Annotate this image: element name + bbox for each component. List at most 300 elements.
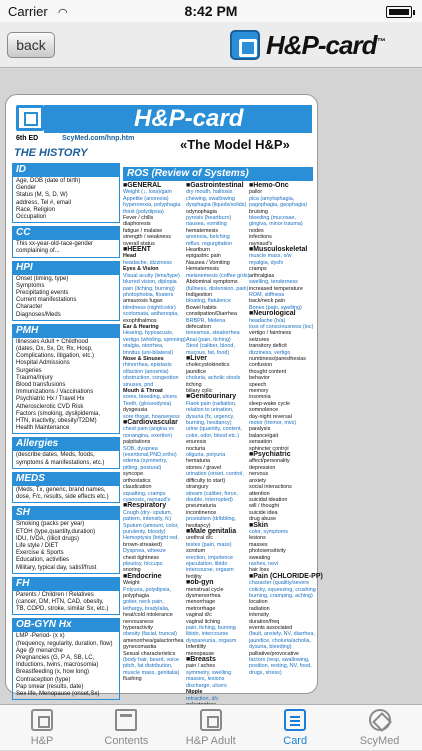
ros-line: urine (quantity, content,: [186, 426, 242, 433]
card-url: ScyMed.com/hnp.htm: [62, 135, 135, 142]
ros-line: burning, cramping, aching): [249, 593, 313, 599]
ros-line: Hematemesis: [186, 266, 219, 273]
ros-line: sensation: [249, 439, 273, 446]
ros-line: fatigue / malaise: [123, 227, 163, 234]
history-line: Parents / Children / Relatives: [16, 591, 94, 598]
navigation-bar: [0, 22, 422, 68]
ros-line: scotomata, asthenopia,: [123, 311, 179, 318]
ros-line: intercourse, orgasm: [186, 567, 234, 574]
ros-line: retraction, d/c: [186, 695, 219, 702]
ros-line: urination (onset, control,: [186, 471, 244, 478]
ros-line: masses: [249, 541, 268, 548]
ros-line: suicidal ideation: [249, 496, 288, 503]
ros-line: cyanosis, raynaud's: [123, 496, 171, 503]
ros-line: anxiety: [249, 477, 267, 484]
scymed-logo-icon: [369, 709, 391, 731]
ros-section-heading: ■Gastrointestinal: [186, 182, 244, 189]
ros-line: events associated: [249, 625, 293, 632]
ros-line: hematemesis: [186, 227, 219, 234]
ros-line: burning, hesitancy): [186, 420, 232, 427]
ros-line: Abdominal symptoms: [186, 279, 238, 286]
ros-column: [249, 182, 323, 715]
tab-label: H&P Adult: [185, 735, 236, 747]
tab-h-p[interactable]: [0, 705, 84, 751]
ros-subheading: Nipple: [186, 689, 203, 696]
history-line: (frequency, regularity, duration, flow): [16, 640, 113, 647]
ros-line: back/neck pain: [249, 298, 285, 305]
ros-line: factors (resp, swallowing,: [249, 657, 310, 664]
ros-column: [123, 183, 186, 715]
history-line: Symptoms: [16, 282, 45, 289]
ros-line: Teeth, (glossodynia): [123, 400, 172, 407]
history-line: Age @ menarche: [16, 647, 63, 654]
ros-line: SOB, dyspnea: [123, 445, 158, 452]
history-line: Blood transfusions: [16, 382, 66, 389]
card-viewer[interactable]: [0, 69, 422, 704]
history-line: Breastfeeding (x, how long): [16, 669, 90, 676]
ros-line: Bones (pain, swelling): [249, 304, 302, 311]
ros-line: double, interrupted): [186, 496, 233, 503]
ros-section-heading: ■Cardiovascular: [123, 419, 178, 427]
ros-line: Heartburn: [186, 247, 210, 254]
ros-line: Anal (pain, itching): [186, 336, 231, 343]
tab-h-p-adult[interactable]: [169, 705, 253, 751]
history-line: Illnesses Adult + Childhood: [16, 338, 89, 345]
ros-line: will / thought: [249, 503, 279, 510]
status-bar: [0, 0, 422, 22]
ros-line: otalgia, otorrhea,: [123, 343, 164, 350]
ros-section-heading: ■Neurological: [249, 310, 296, 318]
ros-line: Appetite (anorexia): [123, 195, 169, 202]
tab-card[interactable]: [253, 705, 337, 751]
card-edition: 6th ED: [16, 135, 39, 142]
history-line: Military, typical day, satisf/frust: [16, 564, 97, 571]
ros-line: chest pain (angina vs: [123, 426, 174, 433]
hp-adult-icon: [200, 709, 222, 731]
ros-line: gynecomastia: [123, 644, 157, 651]
history-section-title: Allergies: [12, 437, 120, 451]
history-line: Sex life, Menopause (onset,Sx): [16, 690, 100, 697]
ros-line: lesions: [249, 535, 266, 542]
history-line: Current manifestations: [16, 297, 77, 304]
ros-line: transitory deficit: [249, 343, 287, 350]
ros-line: Sputum (amount, color,: [123, 522, 179, 529]
ros-line: Sexual characteristics: [123, 650, 176, 657]
history-line: Age, DOB (date of birth): [16, 178, 81, 184]
ros-line: exophthalmos: [123, 317, 157, 324]
history-line: LMP -Period- (x x): [16, 633, 65, 640]
ros-line: stones / gravel: [186, 464, 222, 471]
ros-line: balance/gait: [249, 432, 279, 439]
history-line: ETOH (type,quantity,duration): [16, 528, 96, 535]
ros-line: reflux, regurgitation: [186, 240, 233, 247]
ros-line: motor (tremor, mvs): [249, 420, 297, 427]
clock: 8:42 PM: [184, 3, 238, 19]
ros-line: tenesmus, steatorrhea: [186, 330, 240, 337]
ros-line: pneumaturia: [186, 503, 216, 510]
ros-line: edema (symmetry,: [123, 458, 168, 465]
ros-line: palliative/provocative: [249, 650, 300, 657]
ros-line: metrorrhage: [186, 605, 216, 612]
ros-line: confusion: [249, 362, 273, 369]
ros-section-heading: ■HEENT: [123, 246, 151, 254]
ros-line: pica (amylophagia,: [249, 195, 295, 202]
ros-line: photophobia, floaters: [123, 291, 174, 298]
ros-line: gingiva, minor trauma): [249, 221, 303, 228]
ros-line: Stool (caliber, blood,: [186, 343, 235, 350]
ros-line: Hemoptysis (bright red,: [123, 535, 179, 542]
history-section-title: CC: [12, 226, 120, 240]
ros-line: ROM, stiffness: [249, 291, 285, 298]
ros-line: attention: [249, 490, 270, 497]
ros-subheading: Mouth & Throat: [123, 388, 163, 394]
ros-line: dysgeusia: [123, 407, 148, 414]
history-line: complaining of...: [16, 248, 60, 255]
ros-line: urethral d/c: [186, 535, 213, 542]
ros-column: [186, 183, 249, 715]
ros-line: blindness (night/color): [123, 304, 176, 311]
history-column: [12, 163, 120, 697]
ros-line: bloating, flatulence: [186, 298, 231, 305]
history-line: Smoking (packs per year): [16, 521, 85, 528]
ros-line: dyspareunia, orgasm: [186, 637, 237, 644]
ros-line: vertigo / faintness: [249, 330, 292, 337]
history-line: Diagnoses/Meds: [16, 311, 61, 318]
ros-line: nervousness: [123, 618, 154, 625]
history-section-title: HPI: [12, 261, 120, 275]
ros-line: (fullness, distension, pain): [186, 285, 249, 292]
ros-line: duration/freq: [249, 618, 280, 625]
ros-line: anorexia, belching: [186, 234, 230, 241]
ros-line: Flank pain (radiation,: [186, 400, 237, 407]
ros-line: Indigestion: [186, 291, 213, 298]
carrier-label: Carrier: [8, 4, 48, 19]
ros-line: rhinorrhea, epistaxis: [123, 362, 172, 369]
ros-line: pyrosis (heartburn): [186, 215, 232, 222]
ros-line: choluria, acholic stools: [186, 375, 241, 382]
ros-line: sweating: [249, 554, 271, 561]
history-line: Atherosclerotic CVD Risk: [16, 403, 84, 410]
ros-line: vertigo (whirling, spinning): [123, 336, 186, 343]
ros-line: hematuria: [186, 458, 210, 465]
ros-section-heading: ■Skin: [249, 521, 269, 529]
history-section-title: OB-GYN Hx: [12, 618, 120, 632]
history-section-title: MEDS: [12, 472, 120, 486]
ros-line: melanemesis (coffee grds): [186, 272, 250, 279]
ros-line: memory: [249, 388, 269, 394]
ros-line: libido, intercourse: [186, 631, 229, 638]
history-line: (Meds, Tx, generic, brand names,: [16, 486, 106, 493]
ros-section-heading: ■Genitourinary: [186, 393, 237, 401]
ros-line: intensity: [249, 612, 269, 619]
history-line: Contraception (type): [16, 676, 71, 683]
ros-line: discharge, ulcers: [186, 682, 227, 689]
ros-line: olfaction (anosmia): [123, 368, 169, 375]
ros-line: pattern, intensity, fc): [123, 516, 172, 523]
tab-bar: [0, 704, 422, 750]
ros-line: suicide idea: [249, 509, 278, 516]
ros-line: enuresis: [186, 439, 207, 446]
history-line: Psychiatric Hx / Travel Hx: [16, 396, 85, 403]
history-section-title: ID: [12, 163, 120, 177]
history-section-body: [12, 591, 120, 616]
ros-line: Weight (↓, loss)/gain: [123, 189, 172, 196]
card-brand: H&P-card: [44, 105, 312, 133]
ros-line: brown-streaked): [123, 541, 162, 548]
history-section-body: [12, 486, 120, 503]
ros-line: headache, dizziness: [123, 259, 172, 266]
ros-section-heading: ■Breasts: [186, 656, 216, 664]
ros-line: diaphoresis: [123, 221, 151, 228]
ros-line: (body hair, beard, voice: [123, 657, 180, 664]
history-section-body: [12, 240, 120, 257]
card-logo-icon: [16, 105, 44, 131]
document-icon: [115, 709, 137, 731]
tab-label: Contents: [104, 735, 149, 747]
ros-line: difficulty to start): [186, 477, 226, 484]
ros-line: color, odor, blood etc.): [186, 432, 240, 439]
ros-line: scrotum: [186, 548, 206, 555]
ros-line: syncope: [123, 471, 144, 478]
ros-line: testes (pain, mass): [186, 541, 232, 548]
ros-line: biliary colic: [186, 388, 213, 394]
ros-line: dizziness, vertigo: [249, 349, 291, 356]
ros-subheading: Ear & Hearing: [123, 323, 159, 330]
ros-line: dysuria (fx, urgency,: [186, 413, 235, 420]
ros-line: Bowel habits: [186, 304, 217, 311]
ros-line: claudication: [123, 484, 152, 491]
history-line: Life style / DIET: [16, 542, 59, 549]
ros-line: raynaud's: [249, 240, 273, 247]
ros-line: amenorrhea/galactorrhea: [123, 637, 184, 644]
ros-line: incontinence: [186, 509, 217, 516]
ros-line: oliguria, polyuria: [186, 452, 226, 459]
ros-line: hyperactivity: [123, 625, 153, 632]
ros-line: behavior: [249, 375, 270, 382]
ros-line: constipation/Diarrhea: [186, 311, 237, 318]
ros-line: cramps: [249, 266, 267, 273]
ros-line: lethargy, bradylalia,: [123, 605, 170, 612]
history-line: Trauma/Injury: [16, 374, 53, 381]
ros-columns: [123, 182, 323, 715]
tab-label: H&P: [30, 735, 54, 747]
history-line: This xx-year-old-race-gender: [16, 241, 94, 248]
ros-line: Hearing, hypoacusis,: [123, 330, 174, 337]
history-line: IDU, IVDA, (illicit drugs): [16, 535, 80, 542]
ros-line: location: [249, 599, 268, 606]
ros-line: prostatism (dribbling,: [186, 516, 237, 523]
ros-heading: ROS (Review of Systems): [123, 167, 313, 181]
ros-line: dysphagia (liquids/solids): [186, 202, 247, 209]
history-line: Immunizations / Vaccinations: [16, 389, 94, 396]
ros-line: drug abuse: [249, 516, 276, 523]
history-section-title: FH: [12, 577, 120, 591]
ros-line: pagophagia, geophagia): [249, 202, 308, 209]
ros-line: muscle mass, genitalia): [123, 669, 180, 676]
ros-line: mucous, fat, food): [186, 349, 230, 356]
ros-line: masses, lesions: [186, 676, 225, 683]
hp-logo-icon: [31, 709, 53, 731]
ros-line: relation to urination,: [186, 407, 234, 414]
wifi-icon: ◠: [58, 7, 68, 19]
card-model-title: «The Model H&P»: [180, 137, 290, 152]
history-line: TB, COPD, stroke, similar Sx, etc.): [16, 606, 109, 613]
ros-line: paralysis: [249, 426, 271, 433]
ros-line: hyperorexia, polyphagia: [123, 202, 181, 209]
ros-section-heading: ■Pain (CHLORIDE-PP): [249, 572, 323, 580]
ros-line: loss of consciousness (loc): [249, 323, 314, 330]
ros-line: numbness/paresthesias: [249, 355, 306, 362]
ros-line: obesity (facial, truncal): [123, 631, 177, 638]
ros-subheading: Nose & Sinuses: [123, 355, 164, 362]
ros-line: cholecystokinetics: [186, 362, 230, 369]
history-line: (describe dates, Meds, foods,: [16, 452, 95, 459]
ros-line: fertility: [186, 573, 202, 580]
history-line: symptoms & manifestations, etc.): [16, 459, 105, 466]
ros-line: goiter, neck pain,: [123, 599, 164, 606]
ros-line: chest tightness: [123, 554, 159, 561]
ros-line: insomnia: [249, 394, 271, 401]
ros-line: seizures: [249, 336, 270, 343]
history-section-body: [12, 338, 120, 435]
ros-line: vaginal itching: [186, 618, 221, 625]
ros-line: drugs, stress): [249, 669, 282, 676]
tab-scymed[interactable]: [338, 705, 422, 751]
ros-line: (fault, anxiety, NV, diarrhea,: [249, 631, 315, 638]
ros-subheading: Eyes & Vision: [123, 266, 159, 273]
history-line: Hospital Admissions: [16, 360, 70, 367]
ros-line: menstrual cycle: [186, 586, 224, 593]
history-line: Complications, litigation, etc.): [16, 353, 95, 360]
ros-line: colicky, squeezing, crushing: [249, 586, 316, 593]
ros-line: muscle mass, s/w: [249, 253, 292, 260]
ros-line: photosensitivity: [249, 548, 286, 555]
ros-line: bleeding (mucosae,: [249, 215, 297, 222]
ros-line: pain / aches: [186, 663, 216, 670]
ros-line: bruising: [249, 208, 268, 215]
ros-line: nonangina, exertion): [123, 432, 173, 439]
ros-line: chewing, swallowing: [186, 195, 235, 202]
ros-line: sinuses, pnd: [123, 381, 154, 388]
ros-line: position, resting, NV, food,: [249, 663, 312, 670]
tab-label: ScyMed: [359, 735, 400, 747]
history-line: Character: [16, 304, 43, 311]
ros-line: character (qualitiy/severe: [249, 580, 310, 587]
ros-line: jaundice, choluria/acholia,: [249, 637, 312, 644]
ros-line: pleurisy, hiccups: [123, 560, 163, 567]
ros-line: thirst (polydipsia): [123, 208, 164, 215]
ros-line: infections: [249, 234, 272, 241]
ros-line: pain, itching, burning: [186, 625, 236, 632]
ros-line: heat/cold intolerance: [123, 612, 173, 619]
ros-line: sphincter control: [249, 445, 289, 452]
ros-line: Infertility: [186, 644, 207, 651]
ros-section-heading: ■Liver: [186, 354, 207, 362]
ros-line: Polyuria, polydipsia,: [123, 586, 171, 593]
ros-line: polyphagia: [123, 593, 150, 599]
ros-line: social interactions: [249, 484, 292, 491]
history-line: dose, F/c, results, side effects etc.): [16, 494, 109, 501]
ros-section-heading: ■GENERAL: [123, 182, 162, 189]
tab-label: Card: [283, 735, 308, 747]
ros-line: Cough (dry- sputum,: [123, 509, 173, 516]
ros-line: squatting, cramps: [123, 490, 166, 497]
ros-line: dysmenorrhea: [186, 593, 221, 599]
ros-line: affect/personality: [249, 458, 290, 465]
history-line: Occupation: [16, 214, 47, 221]
history-line: (dates, Dx, Sx, Dr, Rx, Hosp,: [16, 346, 93, 353]
ros-line: pallor: [249, 189, 263, 196]
ros-line: strangury: [186, 484, 209, 491]
history-line: Exercise & Sports: [16, 550, 64, 557]
ros-line: Nausea / Vomiting: [186, 259, 230, 266]
ros-section-heading: ■Psychiatric: [249, 451, 291, 459]
ros-line: thought content: [249, 368, 287, 375]
history-line: Pap smear (results, date): [16, 683, 84, 690]
history-line: Onset (timing, type): [16, 275, 69, 282]
ros-line: pain (itching, burning): [123, 285, 175, 292]
nav-title: H&P-card™: [266, 30, 385, 60]
ros-line: myalgia, dysfx: [249, 259, 284, 266]
ros-line: somnolence: [249, 407, 279, 414]
ros-line: symmetry, swelling: [186, 669, 232, 676]
history-section-body: [12, 632, 120, 700]
history-section-body: [12, 451, 120, 468]
history-line: HTN, inactivity, obesity/T2DM): [16, 418, 97, 425]
ros-line: nervous: [249, 471, 269, 478]
history-line: Education, activities: [16, 557, 70, 564]
ros-line: increased temperature: [249, 285, 303, 292]
ros-line: Dyspnea, wheeze: [123, 548, 166, 555]
history-section-body: [12, 520, 120, 573]
hp-logo-icon: [230, 30, 260, 60]
ros-line: stream (caliber, force,: [186, 490, 238, 497]
ros-line: orthostatics: [123, 477, 151, 484]
history-line: Surgeries: [16, 367, 42, 374]
ros-line: depression: [249, 464, 276, 471]
ros-area: [123, 167, 323, 702]
history-line: Pregnancies (G, P A, SB, LC,: [16, 654, 95, 661]
ros-section-heading: ■Hemo-Onc: [249, 182, 289, 189]
back-button[interactable]: back: [7, 32, 55, 58]
ros-line: epigastric pain: [186, 253, 221, 260]
ros-line: rashes, nevi: [249, 560, 279, 567]
hp-card-image[interactable]: [5, 94, 323, 702]
ros-line: sleep-wake cycle: [249, 400, 291, 407]
ros-line: amaurosis fugax: [123, 298, 163, 305]
ros-line: purulenty, bloody): [123, 528, 166, 535]
ros-line: color, symptoms: [249, 528, 288, 535]
ros-line: jaundice: [186, 368, 207, 375]
ros-line: speech: [249, 381, 267, 388]
history-section-body: [12, 275, 120, 321]
ros-line: sores, bleeding, ulcers: [123, 394, 177, 401]
card-icon: [284, 709, 306, 731]
ros-section-heading: ■Male genitalia: [186, 527, 237, 535]
ros-line: itching: [186, 381, 202, 388]
history-line: Gender: [16, 185, 37, 192]
history-heading: THE HISTORY: [14, 147, 88, 159]
ros-line: blurred vision, diplopia: [123, 279, 177, 286]
tab-contents[interactable]: [84, 705, 168, 751]
history-section-title: PMH: [12, 324, 120, 338]
ros-line: nocturia: [186, 445, 206, 452]
ros-line: nausea, vomiting: [186, 221, 227, 228]
history-line: Status (M, S, D, W): [16, 192, 68, 199]
ros-line: defecation: [186, 323, 211, 330]
ros-line: flushing: [123, 676, 142, 683]
history-line: Health Maintenance: [16, 425, 70, 432]
